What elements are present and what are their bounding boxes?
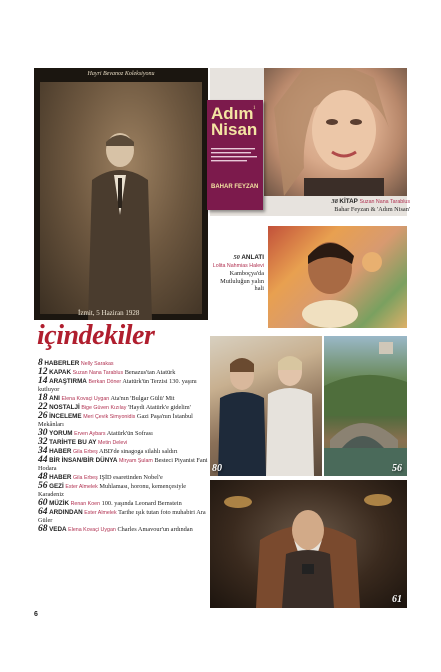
ataturk-photo [40, 82, 202, 314]
book-cover [207, 100, 263, 210]
toc-page-number: 56 [38, 481, 48, 491]
stone-bridge-landscape [324, 336, 407, 476]
toc-section: ARAŞTIRMA [49, 378, 87, 385]
photo-80-page: 80 [212, 463, 222, 474]
toc-section: HABER [49, 474, 72, 481]
toc-section: NOSTALJİ [49, 404, 80, 411]
two-women-figures [210, 336, 322, 476]
toc-title: 'Haydi Atatürk'e gidelim' [127, 404, 191, 411]
book-feature-page: 38 [331, 198, 338, 205]
toc-author: Suzan Nana Tarablus [72, 370, 124, 376]
book-feature-caption [270, 198, 410, 214]
portrait-face [264, 68, 407, 196]
toc-author: Gila Erbeş [73, 449, 98, 455]
toc-page-number: 32 [38, 437, 48, 447]
toc-title: Atatürk'ün Sofrası [106, 430, 153, 437]
toc-author: Meri Çevik Simyonidis [83, 414, 136, 420]
book-title: Adım Nisan [211, 104, 258, 139]
toc-section: BİR İNSAN/BİR DÜNYA [49, 457, 118, 464]
toc-section: İNCELEME [49, 413, 82, 420]
cambodia-author: Lolita Nahmias Halevi [212, 262, 264, 269]
toc-title: Atatürk'ün Terzisi 130. yaşını kutluyor [38, 378, 197, 393]
book-author: BAHAR FEYZAN [211, 184, 259, 190]
toc-entry[interactable] [38, 447, 208, 456]
page-title: içindekiler [37, 320, 155, 351]
toc-page-number: 48 [38, 472, 48, 482]
karadeniz-landscape-photo [324, 336, 407, 476]
cambodia-child-figure [268, 226, 407, 328]
toc-section: HABER [49, 448, 72, 455]
toc-page-number: 8 [38, 358, 43, 368]
toc-entry[interactable] [38, 394, 208, 403]
toc-section: KAPAK [49, 369, 72, 376]
author-portrait [264, 68, 407, 196]
toc-page-number: 64 [38, 507, 48, 517]
cambodia-caption [212, 254, 264, 293]
toc-page-number: 44 [38, 455, 48, 465]
toc-title: Besteci Piyanist Fani Hodara [38, 457, 208, 472]
photo-56-page: 56 [392, 463, 402, 474]
toc-author: Ester Almelek [84, 510, 117, 516]
photo-date-caption: İzmit, 5 Haziran 1928 [78, 309, 140, 317]
photo-61-page: 61 [392, 594, 402, 605]
toc-page-number: 68 [38, 524, 48, 534]
toc-section: YORUM [49, 430, 73, 437]
toc-title: ABD'de sinagoga silahlı saldırı [99, 448, 178, 455]
toc-title: Tarihe ışık tutan foto muhabiri Ara Güler [38, 509, 206, 524]
toc-author: Elena Kovaçi Uygan [61, 396, 110, 402]
toc-section: VEDA [49, 526, 67, 533]
toc-title: Benazus'tan Atatürk [124, 369, 176, 376]
toc-entry[interactable] [38, 412, 208, 429]
table-of-contents [38, 359, 208, 534]
book-blurb-lines [211, 146, 259, 166]
book-cover-number: 1 [253, 106, 256, 111]
toc-entry[interactable] [38, 368, 208, 377]
toc-author: Elena Kovaçi Uygan [68, 527, 116, 533]
toc-entry[interactable] [38, 359, 208, 368]
toc-page-number: 26 [38, 411, 48, 421]
toc-title: Ata'nın 'Bulgar Gülü' Mit [110, 395, 175, 402]
toc-page-number: 60 [38, 498, 48, 508]
toc-entry[interactable] [38, 482, 208, 499]
toc-author: Gila Erbeş [73, 475, 98, 481]
photographer-seated-figure [210, 480, 407, 608]
toc-section: ARDINDAN [49, 509, 83, 516]
toc-author: Bige Güven Kızılay [81, 405, 127, 411]
toc-entry[interactable] [38, 508, 208, 525]
toc-author: Renan Koen [70, 501, 101, 507]
toc-entry[interactable] [38, 377, 208, 394]
toc-entry[interactable] [38, 499, 208, 508]
toc-section: GEZİ [49, 483, 64, 490]
toc-page-number: 22 [38, 402, 48, 412]
cambodia-photo [268, 226, 407, 328]
ara-guler-photo [210, 480, 407, 608]
cambodia-page: 50 [233, 254, 240, 261]
cambodia-keyword: ANLATI [241, 254, 264, 261]
toc-author: Ester Almelek [65, 484, 98, 490]
toc-author: Berkan Döner [88, 379, 122, 385]
toc-title: Muhlaması, horonu, kemençesiyle Karadeniz [38, 483, 187, 498]
toc-page-number: 18 [38, 393, 48, 403]
toc-entry[interactable] [38, 473, 208, 482]
toc-entry[interactable] [38, 525, 208, 534]
toc-author: Nelly Sarakas [80, 361, 114, 367]
toc-author: Metin Delevi [98, 440, 128, 446]
toc-page-number: 14 [38, 376, 48, 386]
toc-page-number: 12 [38, 367, 48, 377]
toc-page-number: 34 [38, 446, 48, 456]
toc-title: 100. yaşında Leonard Bernstein [101, 500, 182, 507]
toc-entry[interactable] [38, 403, 208, 412]
book-feature-author: Suzan Nana Tarablus [359, 199, 410, 205]
toc-title: Gazi Paşa'nın İstanbul Mekânları [38, 413, 193, 428]
toc-author: Miryam Şulam [119, 458, 153, 464]
photo-credit: Hayri Bevanoz Koleksiyonu [87, 71, 155, 77]
toc-entry[interactable] [38, 429, 208, 438]
interview-photo [210, 336, 322, 476]
book-feature-text: Bahar Feyzan & 'Adım Nisan' [334, 206, 410, 213]
page-number: 6 [34, 611, 38, 618]
ataturk-figure [80, 120, 160, 320]
toc-title: IŞİD esaretinden Nobel'e [99, 474, 163, 481]
cambodia-text: Kamboçya'da Mutluluğun yalın hali [220, 270, 264, 292]
toc-entry[interactable] [38, 438, 208, 447]
toc-author: Erven Aybars [74, 431, 106, 437]
toc-title: Charles Amavour'un ardından [117, 526, 193, 533]
book-feature-keyword: KİTAP [339, 198, 358, 205]
toc-page-number: 30 [38, 428, 48, 438]
toc-entry[interactable] [38, 456, 208, 473]
toc-section: ANI [49, 395, 60, 402]
cover-photo-panel [34, 68, 208, 320]
toc-section: HABERLER [44, 360, 80, 367]
toc-section: TARİHTE BU AY [49, 439, 97, 446]
toc-section: MÜZİK [49, 500, 70, 507]
